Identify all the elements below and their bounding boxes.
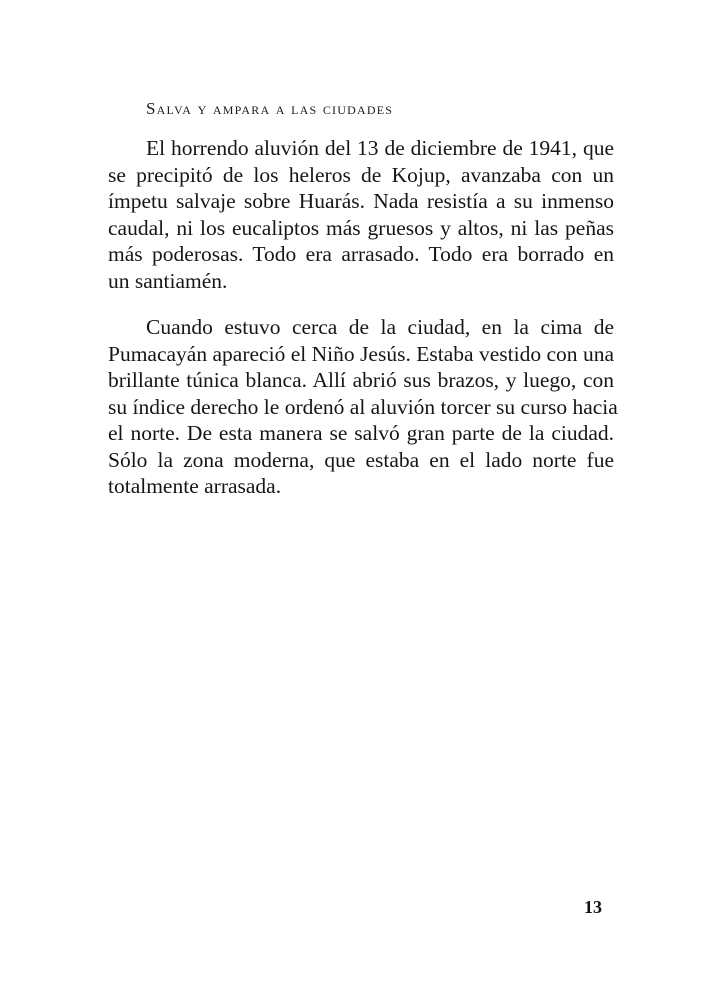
paragraph-1-line-2: se precipitó de los heleros de Kojup, avanzaba con un	[108, 162, 614, 187]
paragraph-2	[108, 314, 618, 500]
page-number: 13	[584, 897, 602, 917]
paragraph-2-line-1: Cuando estuvo cerca de la ciudad, en la cima de	[146, 315, 614, 339]
paragraph-1	[108, 135, 614, 294]
paragraph-1-line-3: ímpetu salvaje sobre Huarás. Nada resistía a su inmenso	[108, 189, 614, 213]
paragraph-1-line-6: un santiamén.	[108, 268, 228, 293]
section-heading: Salva y ampara a las ciudades	[146, 99, 394, 118]
paragraph-2-line-5: el norte. De esta manera se salvó gran parte de la ciudad.	[108, 421, 614, 445]
paragraph-1-line-1: El horrendo aluvión del 13 de diciembre de 1941, que	[146, 136, 614, 160]
paragraph-2-line-7: totalmente arrasada.	[108, 474, 282, 498]
paragraph-2-line-4: su índice derecho le ordenó al aluvión torcer su curso hacia	[108, 394, 618, 419]
paragraph-2-line-3: brillante túnica blanca. Allí abrió sus brazos, y luego, con	[108, 368, 614, 392]
paragraph-2-line-2: Pumacayán apareció el Niño Jesús. Estaba vestido con una	[108, 341, 614, 366]
paragraph-1-line-4: caudal, ni los eucaliptos más gruesos y altos, ni las peñas	[108, 215, 614, 240]
paragraph-2-line-6: Sólo la zona moderna, que estaba en el lado norte fue	[108, 447, 614, 472]
paragraph-1-line-5: más poderosas. Todo era arrasado. Todo era borrado en	[108, 242, 614, 266]
